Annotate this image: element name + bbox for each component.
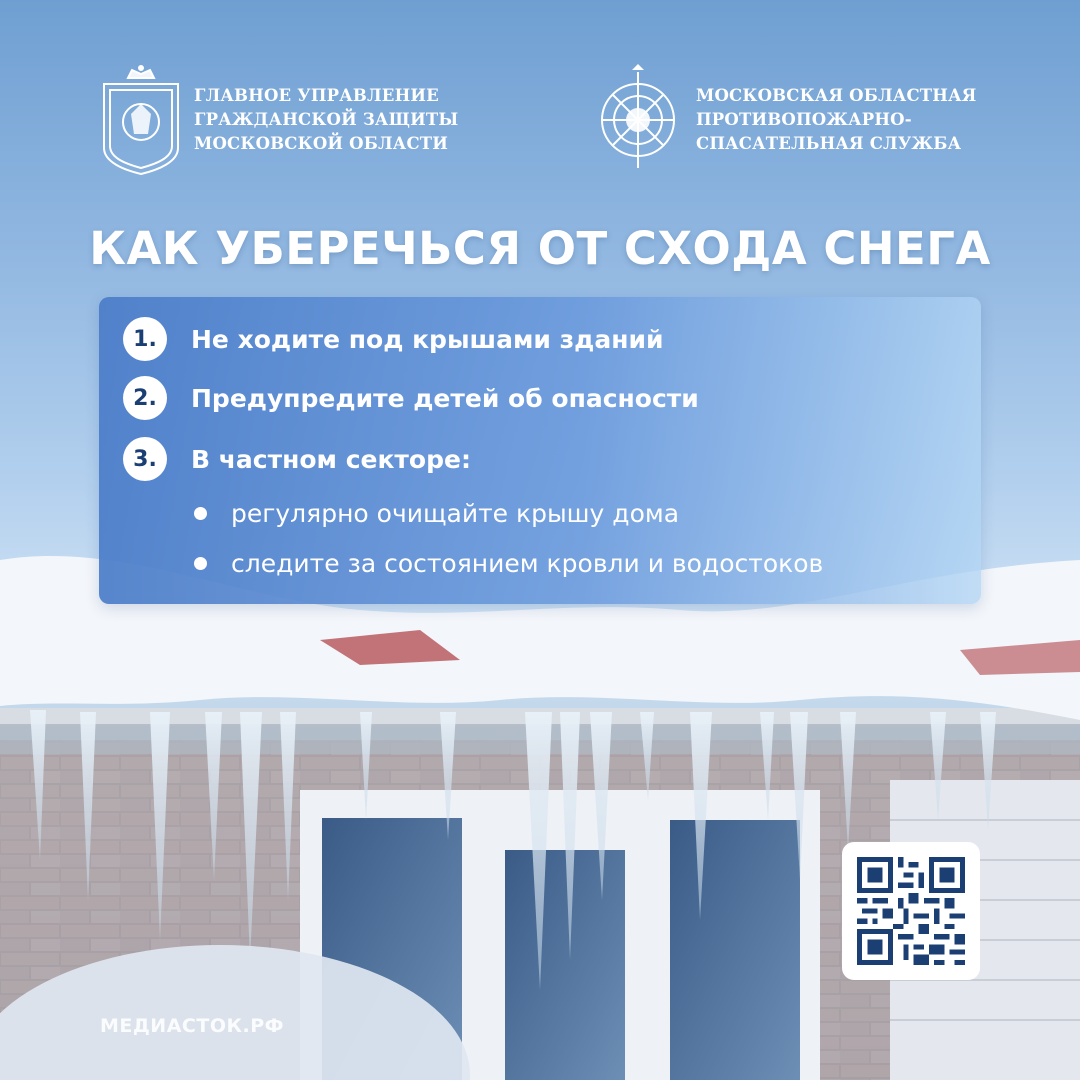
left-organization — [98, 64, 458, 176]
right-organization-name — [696, 84, 976, 156]
right-org-line-1: МОСКОВСКАЯ ОБЛАСТНАЯ — [696, 86, 977, 105]
left-org-line-1: ГЛАВНОЕ УПРАВЛЕНИЕ — [194, 86, 439, 105]
sub-item-text: следите за состоянием кровли и водостоков — [231, 549, 824, 578]
item-text: Не ходите под крышами зданий — [191, 324, 664, 354]
sub-list-item — [194, 549, 823, 578]
qr-code[interactable] — [842, 842, 980, 980]
item-text: В частном секторе: — [191, 444, 471, 474]
item-number: 3. — [123, 437, 167, 481]
list-item — [123, 376, 699, 420]
list-item — [123, 317, 664, 361]
right-org-line-3: СПАСАТЕЛЬНАЯ СЛУЖБА — [696, 134, 962, 153]
bullet-icon — [194, 557, 207, 570]
advice-card — [99, 297, 981, 604]
item-number: 2. — [123, 376, 167, 420]
sub-list-item — [194, 499, 679, 528]
left-organization-name — [194, 84, 458, 156]
left-org-line-3: МОСКОВСКОЙ ОБЛАСТИ — [194, 134, 449, 153]
right-org-line-2: ПРОТИВОПОЖАРНО- — [696, 110, 912, 129]
coat-of-arms-icon — [98, 64, 184, 176]
left-org-line-2: ГРАЖДАНСКОЙ ЗАЩИТЫ — [194, 110, 459, 129]
website-label: МЕДИАСТОК.РФ — [100, 1015, 284, 1037]
right-organization — [590, 64, 976, 176]
item-number: 1. — [123, 317, 167, 361]
list-item — [123, 437, 471, 481]
qr-code-icon — [857, 857, 965, 965]
page-title: КАК УБЕРЕЧЬСЯ ОТ СХОДА СНЕГА — [89, 222, 991, 275]
bullet-icon — [194, 507, 207, 520]
sub-item-text: регулярно очищайте крышу дома — [231, 499, 680, 528]
item-text: Предупредите детей об опасности — [191, 383, 699, 413]
fire-service-emblem-icon — [590, 64, 686, 176]
